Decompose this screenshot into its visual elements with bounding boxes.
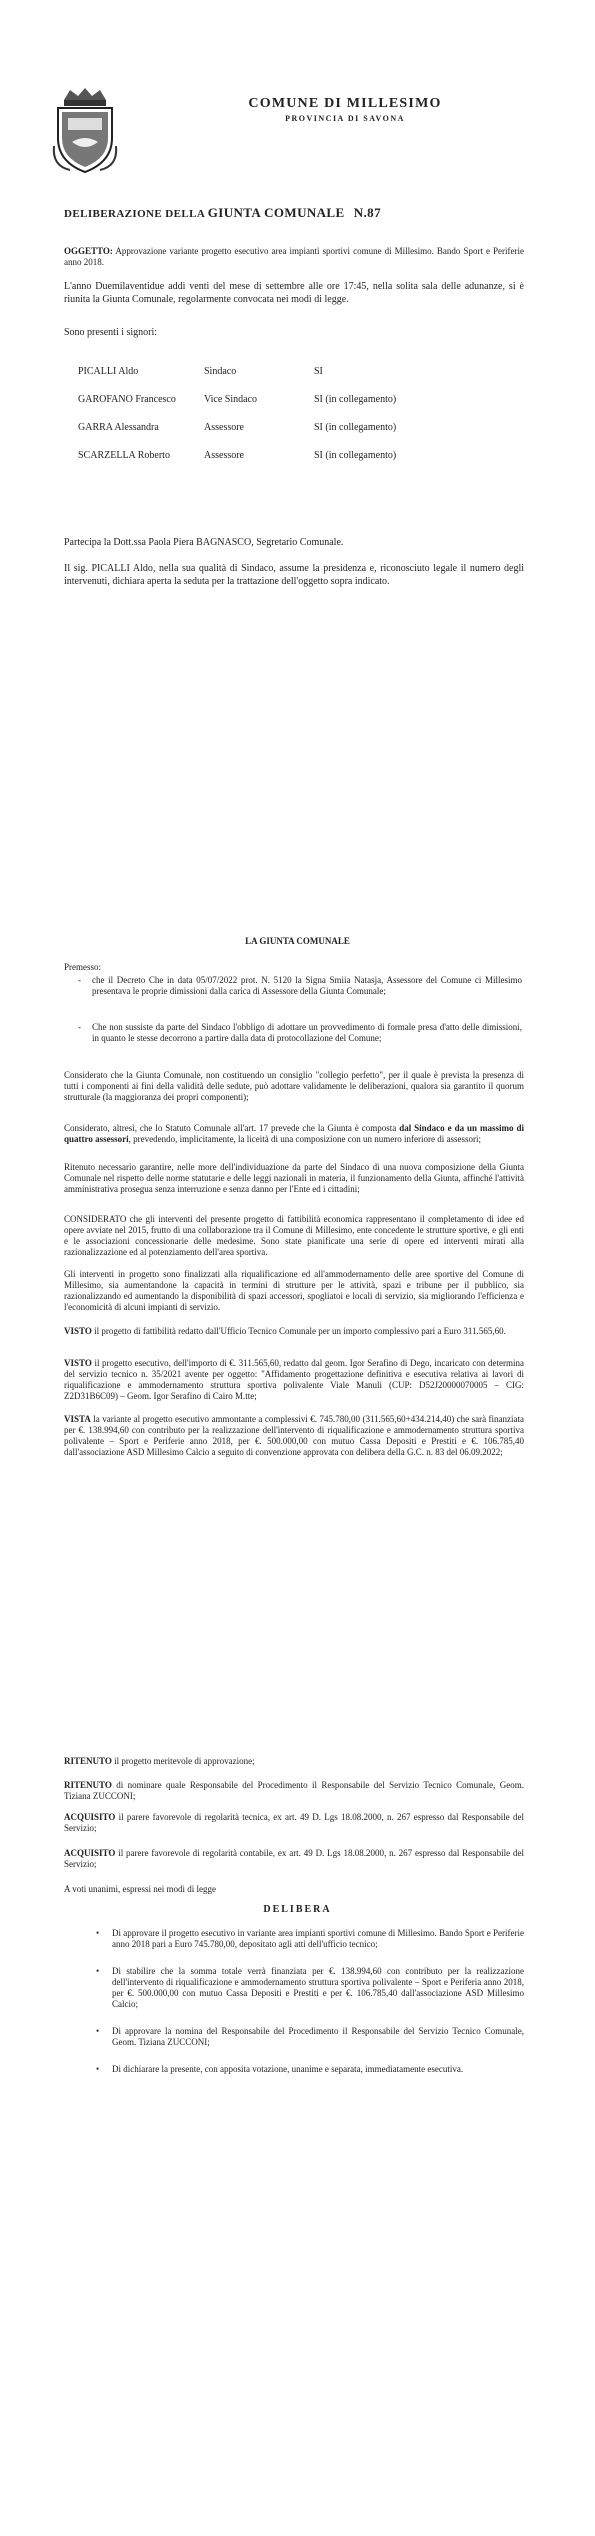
provincia-subtitle: PROVINCIA DI SAVONA xyxy=(285,114,405,123)
intro-paragraph: L'anno Duemilaventidue addì venti del mese di settembre alle ore 17:45, nella solita sala delle adunanze, si è riunita la Giunta Comunale, regolarmente convocata nei modi di legge. xyxy=(64,281,524,305)
acquisito-contabile-paragraph xyxy=(64,1848,524,1870)
visto-label: VISTO xyxy=(64,1358,92,1368)
presente-role: Assessore xyxy=(204,422,244,433)
ritenuto-text: il progetto meritevole di approvazione; xyxy=(111,1756,255,1766)
presente-presence: SI (in collegamento) xyxy=(314,422,397,433)
visto-text: il progetto esecutivo, dell'importo di €. 311.565,60, redatto dal geom. Igor Serafino di Dego, incaricato con determina del servizio tecnico n. 35/2021 avente per oggetto: "Affidamento progettazione definitiva e esecutiva relativa ai lavori di riqualificazione e ammodernamento struttura sportiva polivalente Viale Manuli (CUP: D52J20000070005 – CIG: Z2D31B6C09) – Geom. Igor Serafino di Cairo M.tte; xyxy=(64,1358,524,1401)
considerato-interventi-text: che gli interventi del presente progetto di fattibilità economica rappresentano il completamento di idee ed opere avviate nel 2015, frutto di una collaborazione tra il Comune di Millesimo, ente concedente le strutture sportive, e gli enti e le associazioni concessionarie delle medesime. Sono state pianificate una serie di opere ed interventi mirati alla razionalizzazione ed al potenziamento dell'area sportiva. xyxy=(64,1214,524,1257)
acquisito-label: ACQUISITO xyxy=(64,1848,116,1858)
acquisito-text: il parere favorevole di regolarità tecnica, ex art. 49 D. Lgs 18.08.2000, n. 267 espresso dal Responsabile del Servizio; xyxy=(64,1812,524,1833)
presente-role: Vice Sindaco xyxy=(204,394,257,405)
considerato-statuto-tail: , prevedendo, implicitamente, la liceità di una composizione con un numero inferiore di assessori; xyxy=(128,1134,481,1144)
considerato-statuto-text: Considerato, altresì, che lo Statuto Comunale all'art. 17 prevede che la Giunta è composta xyxy=(64,1123,400,1133)
visto-fattibilita-paragraph xyxy=(64,1326,524,1337)
segretario-paragraph: Partecipa la Dott.ssa Paola Piera BAGNASCO, Segretario Comunale. xyxy=(64,537,344,548)
presidenza-paragraph: Il sig. PICALLI Aldo, nella sua qualità di Sindaco, assume la presidenza e, riconosciuto legale il numero degli intervenuti, dichiara aperta la seduta per la trattazione dell'oggetto sopra indicato. xyxy=(64,563,524,587)
deliberazione-heading xyxy=(64,205,381,221)
considerato-statuto-paragraph xyxy=(64,1123,524,1145)
ritenuto-label: RITENUTO xyxy=(64,1756,112,1766)
oggetto-label: OGGETTO: xyxy=(64,246,113,256)
ritenuto-text: di nominare quale Responsabile del Procedimento il Responsabile del Servizio Tecnico Comunale, Geom. Tiziana ZUCCONI; xyxy=(64,1780,524,1801)
deliberazione-number: N.87 xyxy=(353,205,381,220)
delibera-heading: DELIBERA xyxy=(263,1904,332,1915)
voti-paragraph: A voti unanimi, espressi nei modi di legge xyxy=(64,1884,216,1894)
premesso-item: - Che non sussiste da parte del Sindaco l'obbligo di adottare un provvedimento di formale presa d'atto delle dimissioni, in quanto le stesse decorrono a partire dalla data di protocollazione del Comune; xyxy=(92,1022,522,1044)
ritenuto-label: RITENUTO xyxy=(64,1780,112,1790)
comune-title: COMUNE DI MILLESIMO xyxy=(248,96,442,111)
vista-variante-paragraph xyxy=(64,1414,524,1458)
presenti-label: Sono presenti i signori: xyxy=(64,327,158,338)
vista-text: la variante al progetto esecutivo ammontante a complessivi €. 745.780,00 (311.565,60+434.214,40) che sarà finanziata per €. 138.994,60 con contributo per la realizzazione dell'intervento di riqualificazione e ammodernamento struttura sportiva polivalente – Sport e Periferie anno 2018, per €. 500.000,00 con mutuo Cassa Depositi e Prestiti e €. 106.785,40 dall'associazione ASD Millesimo Calcio a seguito di convenzione approvata con delibera della G.C. n. 83 del 06.09.2022; xyxy=(64,1414,524,1457)
acquisito-tecnica-paragraph xyxy=(64,1812,524,1834)
coat-of-arms-icon xyxy=(50,86,120,174)
giunta-heading: LA GIUNTA COMUNALE xyxy=(245,936,350,946)
premesso-item: - che il Decreto Che in data 05/07/2022 prot. N. 5120 la Signa Smiia Natasja, Assessore del Comune ci Millesimo presentava le proprie dimissioni dalla carica di Assessore della Giunta Comunale; xyxy=(92,975,522,997)
ritenuto-responsabile-paragraph xyxy=(64,1780,524,1802)
premesso-label: Premesso: xyxy=(64,962,101,972)
delibera-item: • Di approvare la nomina del Responsabile del Procedimento il Responsabile del Servizio Tecnico Comunale, Geom. Tiziana ZUCCONI; xyxy=(112,2026,524,2048)
presente-presence: SI (in collegamento) xyxy=(314,450,397,461)
ritenuto-meritevole-paragraph xyxy=(64,1756,524,1767)
acquisito-label: ACQUISITO xyxy=(64,1812,116,1822)
presente-role: Assessore xyxy=(204,450,244,461)
considerato-interventi-paragraph xyxy=(64,1214,524,1258)
presente-name: PICALLI Aldo xyxy=(78,366,139,377)
presente-role: Sindaco xyxy=(204,366,237,377)
acquisito-text: il parere favorevole di regolarità contabile, ex art. 49 D. Lgs 18.08.2000, n. 267 espresso dal Responsabile del Servizio; xyxy=(64,1848,524,1869)
presente-name: GARRA Alessandra xyxy=(78,422,159,433)
delibera-item: • Di dichiarare la presente, con apposita votazione, unanime e separata, immediatamente esecutiva. xyxy=(112,2064,524,2075)
oggetto xyxy=(64,246,524,268)
visto-esecutivo-paragraph xyxy=(64,1358,524,1402)
presente-name: GAROFANO Francesco xyxy=(78,394,176,405)
deliberazione-organ: GIUNTA COMUNALE xyxy=(207,205,345,220)
deliberazione-prefix: DELIBERAZIONE DELLA xyxy=(64,208,205,220)
presente-presence: SI xyxy=(314,366,323,377)
presente-presence: SI (in collegamento) xyxy=(314,394,397,405)
visto-label: VISTO xyxy=(64,1326,92,1336)
vista-label: VISTA xyxy=(64,1414,91,1424)
oggetto-text: Approvazione variante progetto esecutivo area impianti sportivi comune di Millesimo. Bando Sport e Periferie anno 2018. xyxy=(64,246,524,267)
delibera-item: • Di stabilire che la somma totale verrà finanziata per €. 138.994,60 con contributo per la realizzazione dell'intervento di riqualificazione e ammodernamento struttura sportiva polivalente – Sport e Periferia anno 2018, per €. 500.000,00 con mutuo Cassa Depositi e Prestiti e per €. 106.785,40 dall'associazione ASD Millesimo Calcio; xyxy=(112,1966,524,2010)
considerato-statuto-bold: dal Sindaco e da un massimo di quattro assessori xyxy=(64,1123,524,1144)
interventi-paragraph: Gli interventi in progetto sono finalizzati alla riqualificazione ed all'ammodernamento delle aree sportive del Comune di Millesimo, sia aumentandone la capacità in termini di strutture per le attività, spazi e tribune per il pubblico, sia razionalizzando ed aumentando la disponibilità di spazi accessori, spogliatoi e locali di servizio, sia migliorando l'efficienza e l'economicità di alcuni impianti di servizio. xyxy=(64,1269,524,1312)
ritenuto-necessario-paragraph: Ritenuto necessario garantire, nelle more dell'individuazione da parte del Sindaco di una nuova composizione della Giunta Comunale nel rispetto delle norme statutarie e delle leggi nazionali in materia, il funzionamento della Giunta, affinché l'attività amministrativa prosegua senza interruzione e senza danno per l'Ente ed i cittadini; xyxy=(64,1162,524,1194)
considerato-paragraph: Considerato che la Giunta Comunale, non costituendo un consiglio "collegio perfetto", per il quale è prevista la presenza di tutti i componenti ai fini della validità delle sedute, può adottare validamente le deliberazioni, qualora sia garantito il quorum strutturale (la maggioranza dei propri componenti); xyxy=(64,1070,524,1102)
delibera-item: • Di approvare il progetto esecutivo in variante area impianti sportivi comune di Millesimo. Bando Sport e Periferie anno 2018 pari a Euro 745.780,00, depositato agli atti dell'ufficio tecnico; xyxy=(112,1928,524,1950)
visto-text: il progetto di fattibilità redatto dall'Ufficio Tecnico Comunale per un importo complessivo pari a Euro 311.565,60. xyxy=(91,1326,506,1336)
presente-name: SCARZELLA Roberto xyxy=(78,450,170,461)
considerato-interventi-label: CONSIDERATO xyxy=(64,1214,127,1224)
